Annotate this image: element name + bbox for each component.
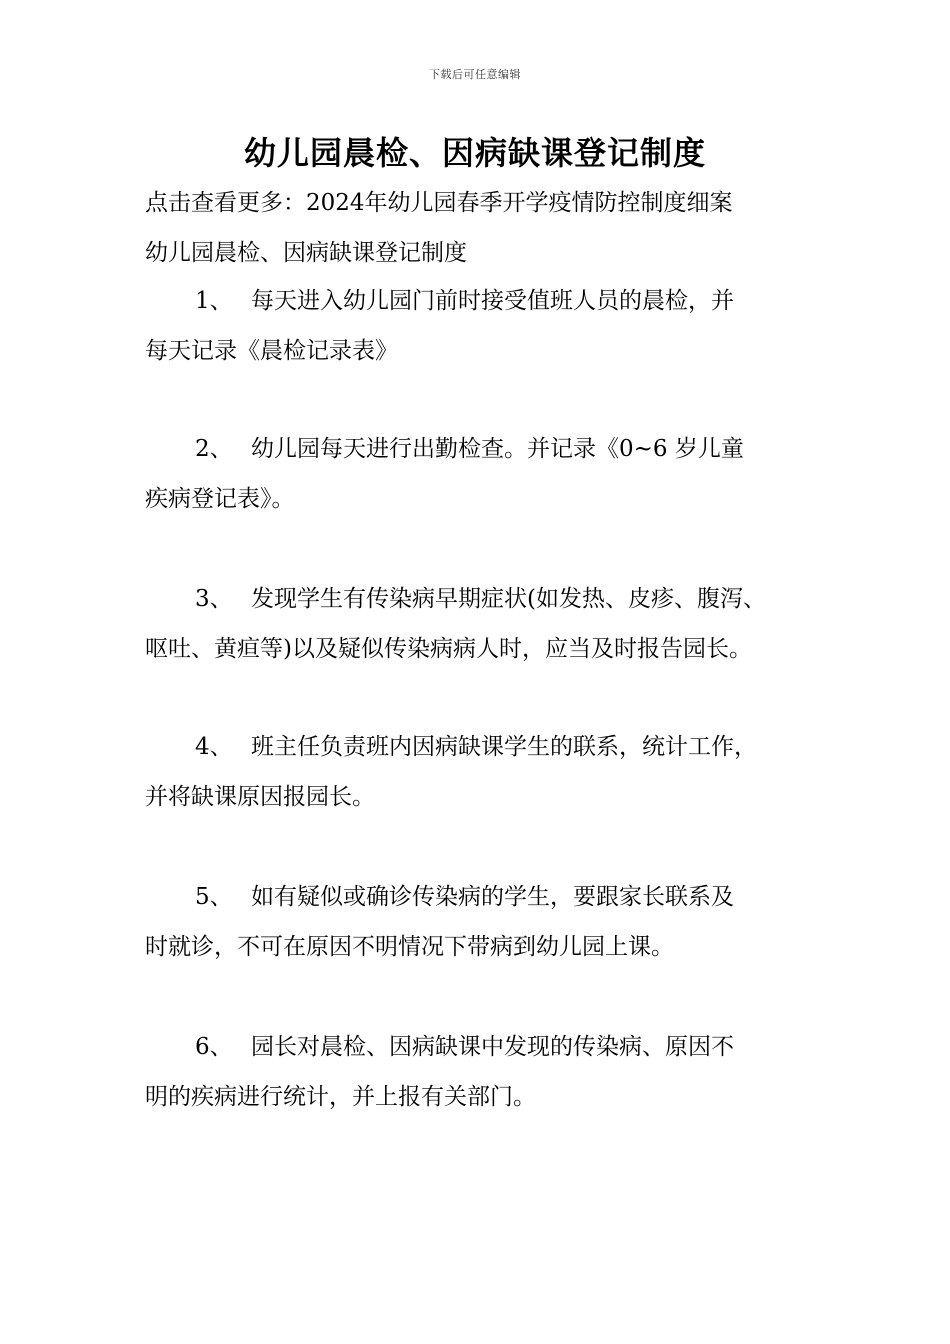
rule-number: 3、 (195, 586, 233, 612)
rule-text-line1: 班主任负责班内因病缺课学生的联系，统计工作， (251, 734, 757, 760)
rule-item-5 (145, 872, 815, 972)
rule-text-line2: 并将缺课原因报园长。 (145, 784, 375, 810)
rule-text-line2: 时就诊，不可在原因不明情况下带病到幼儿园上课。 (145, 934, 674, 960)
rule-item-3 (145, 574, 815, 674)
rule-number: 2、 (195, 436, 233, 462)
document-title: 幼儿园晨检、因病缺课登记制度 (243, 134, 706, 172)
rule-text-line1: 园长对晨检、因病缺课中发现的传染病、原因不 (251, 1034, 734, 1060)
rule-number: 1、 (195, 288, 233, 314)
rule-text-line1: 幼儿园每天进行出勤检查。并记录《0~6 岁儿童 (251, 436, 744, 462)
rule-text-line2: 呕吐、黄疸等)以及疑似传染病病人时，应当及时报告园长。 (145, 636, 752, 662)
rule-text-line2: 明的疾病进行统计，并上报有关部门。 (145, 1084, 536, 1110)
rule-text-line2: 每天记录《晨检记录表》 (145, 338, 398, 364)
header-note: 下载后可任意编辑 (429, 68, 521, 81)
rule-item-1 (145, 276, 815, 376)
rule-number: 6、 (195, 1034, 233, 1060)
rule-item-6 (145, 1022, 815, 1122)
rule-item-4 (145, 722, 815, 822)
more-link[interactable]: 点击查看更多：2024年幼儿园春季开学疫情防控制度细案 (145, 190, 733, 216)
rule-text-line1: 如有疑似或确诊传染病的学生，要跟家长联系及 (251, 884, 734, 910)
rule-text-line2: 疾病登记表》。 (145, 486, 295, 512)
rule-number: 5、 (195, 884, 233, 910)
document-subtitle: 幼儿园晨检、因病缺课登记制度 (145, 240, 467, 266)
rule-text-line1: 发现学生有传染病早期症状(如发热、皮疹、腹泻、 (251, 586, 766, 612)
rule-number: 4、 (195, 734, 233, 760)
rule-item-2 (145, 424, 815, 524)
rule-text-line1: 每天进入幼儿园门前时接受值班人员的晨检，并 (251, 288, 734, 314)
